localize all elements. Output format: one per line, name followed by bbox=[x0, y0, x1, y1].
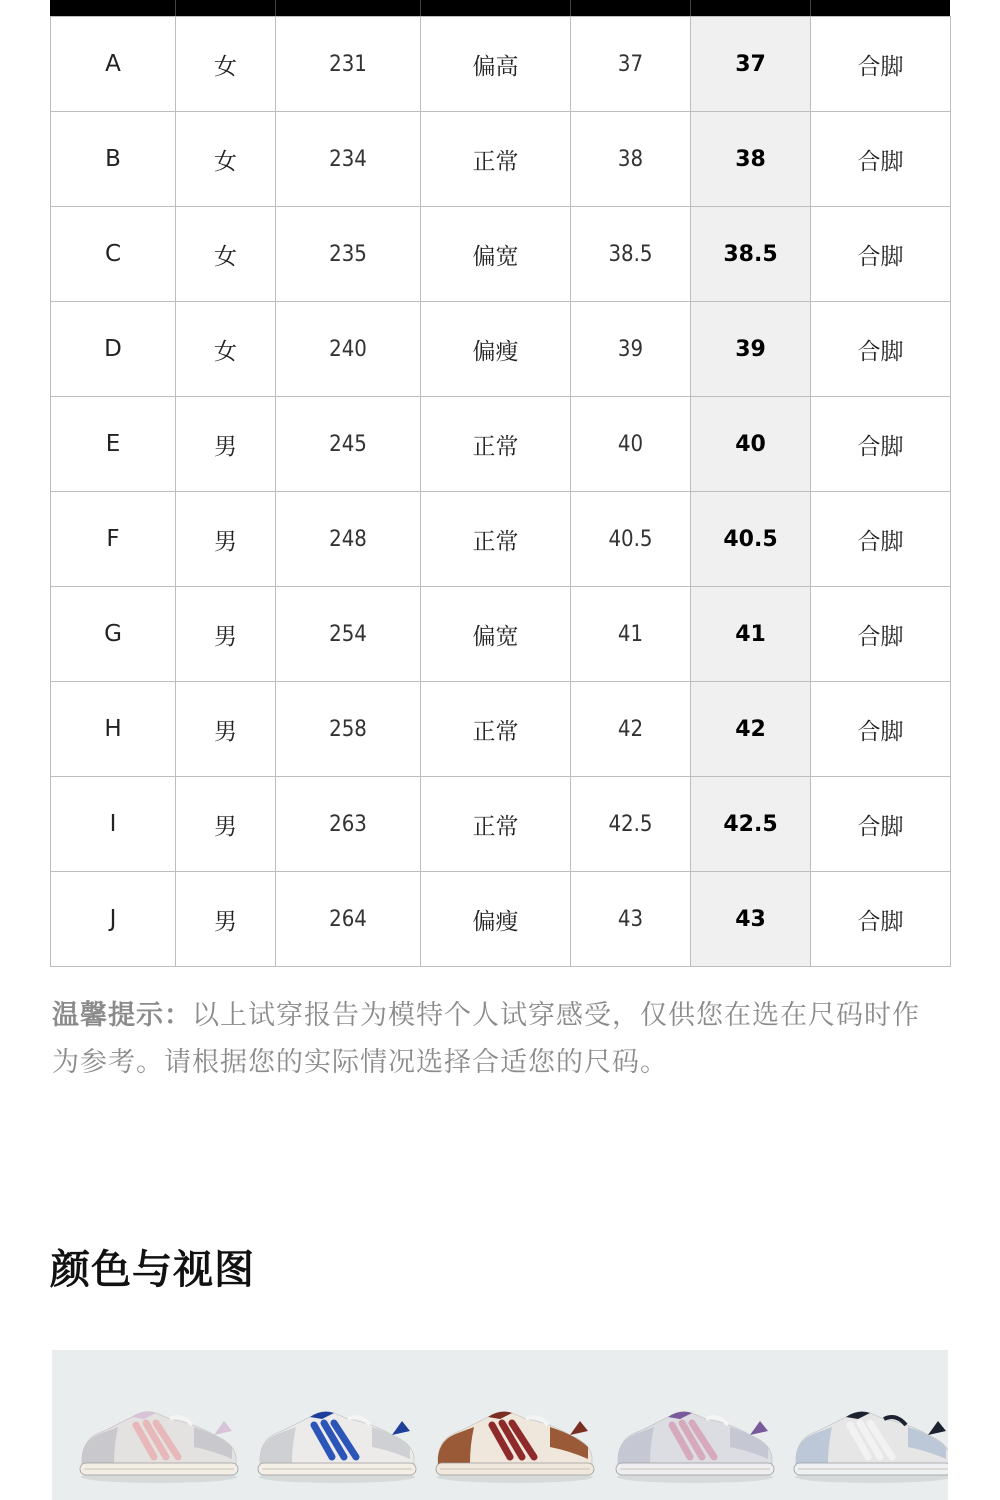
recommended-size-cell: 39 bbox=[691, 302, 811, 397]
model-id-cell: H bbox=[51, 682, 176, 777]
usual-size-cell: 42.5 bbox=[571, 777, 691, 872]
usual-size-cell: 43 bbox=[571, 872, 691, 967]
colors-section-title: 颜色与视图 bbox=[50, 1247, 255, 1293]
table-row bbox=[51, 777, 951, 872]
model-id-cell: J bbox=[51, 872, 176, 967]
recommended-size-cell: 38 bbox=[691, 112, 811, 207]
table-row bbox=[51, 682, 951, 777]
sneaker-grey-rose-icon[interactable] bbox=[610, 1395, 780, 1500]
foot-length-cell: 254 bbox=[276, 587, 421, 682]
gender-cell: 男 bbox=[176, 872, 276, 967]
fit-result-cell: 合脚 bbox=[811, 302, 951, 397]
tip-label: 温馨提示： bbox=[52, 1000, 192, 1031]
model-id-cell: E bbox=[51, 397, 176, 492]
recommended-size-cell: 42.5 bbox=[691, 777, 811, 872]
fit-result-cell: 合脚 bbox=[811, 112, 951, 207]
gender-cell: 女 bbox=[176, 207, 276, 302]
fit-result-cell: 合脚 bbox=[811, 207, 951, 302]
gender-cell: 男 bbox=[176, 682, 276, 777]
table-row bbox=[51, 397, 951, 492]
sneaker-brown-red-icon[interactable] bbox=[430, 1395, 600, 1500]
table-row bbox=[51, 872, 951, 967]
foot-type-cell: 偏宽 bbox=[421, 587, 571, 682]
table-row bbox=[51, 207, 951, 302]
fit-result-cell: 合脚 bbox=[811, 397, 951, 492]
fit-result-cell: 合脚 bbox=[811, 777, 951, 872]
model-id-cell: F bbox=[51, 492, 176, 587]
color-variant-gallery bbox=[52, 1350, 948, 1500]
foot-type-cell: 正常 bbox=[421, 492, 571, 587]
foot-type-cell: 正常 bbox=[421, 682, 571, 777]
recommended-size-cell: 37 bbox=[691, 17, 811, 112]
usual-size-cell: 38 bbox=[571, 112, 691, 207]
recommended-size-cell: 43 bbox=[691, 872, 811, 967]
foot-length-cell: 248 bbox=[276, 492, 421, 587]
foot-type-cell: 偏瘦 bbox=[421, 872, 571, 967]
model-id-cell: B bbox=[51, 112, 176, 207]
foot-length-cell: 245 bbox=[276, 397, 421, 492]
foot-length-cell: 231 bbox=[276, 17, 421, 112]
foot-type-cell: 偏瘦 bbox=[421, 302, 571, 397]
recommended-size-cell: 40 bbox=[691, 397, 811, 492]
sneaker-blue-navy-icon[interactable] bbox=[788, 1395, 948, 1500]
foot-length-cell: 258 bbox=[276, 682, 421, 777]
size-fit-table bbox=[50, 16, 951, 967]
fit-result-cell: 合脚 bbox=[811, 587, 951, 682]
gender-cell: 男 bbox=[176, 587, 276, 682]
table-row bbox=[51, 492, 951, 587]
recommended-size-cell: 40.5 bbox=[691, 492, 811, 587]
table-row bbox=[51, 587, 951, 682]
usual-size-cell: 42 bbox=[571, 682, 691, 777]
recommended-size-cell: 38.5 bbox=[691, 207, 811, 302]
gender-cell: 女 bbox=[176, 302, 276, 397]
gender-cell: 男 bbox=[176, 777, 276, 872]
size-tip bbox=[52, 992, 942, 1086]
foot-type-cell: 偏宽 bbox=[421, 207, 571, 302]
gender-cell: 女 bbox=[176, 112, 276, 207]
table-row bbox=[51, 302, 951, 397]
foot-length-cell: 263 bbox=[276, 777, 421, 872]
usual-size-cell: 39 bbox=[571, 302, 691, 397]
fit-result-cell: 合脚 bbox=[811, 682, 951, 777]
fit-result-cell: 合脚 bbox=[811, 17, 951, 112]
foot-length-cell: 235 bbox=[276, 207, 421, 302]
model-id-cell: A bbox=[51, 17, 176, 112]
recommended-size-cell: 41 bbox=[691, 587, 811, 682]
table-header-bar bbox=[50, 0, 950, 16]
table-row bbox=[51, 112, 951, 207]
foot-length-cell: 264 bbox=[276, 872, 421, 967]
foot-length-cell: 234 bbox=[276, 112, 421, 207]
foot-type-cell: 正常 bbox=[421, 112, 571, 207]
model-id-cell: C bbox=[51, 207, 176, 302]
recommended-size-cell: 42 bbox=[691, 682, 811, 777]
usual-size-cell: 40 bbox=[571, 397, 691, 492]
model-id-cell: G bbox=[51, 587, 176, 682]
usual-size-cell: 41 bbox=[571, 587, 691, 682]
table-row bbox=[51, 17, 951, 112]
sneaker-white-blue-icon[interactable] bbox=[252, 1395, 422, 1500]
usual-size-cell: 40.5 bbox=[571, 492, 691, 587]
foot-type-cell: 正常 bbox=[421, 397, 571, 492]
fit-result-cell: 合脚 bbox=[811, 872, 951, 967]
model-id-cell: I bbox=[51, 777, 176, 872]
gender-cell: 女 bbox=[176, 17, 276, 112]
usual-size-cell: 38.5 bbox=[571, 207, 691, 302]
foot-length-cell: 240 bbox=[276, 302, 421, 397]
sneaker-grey-pink-icon[interactable] bbox=[74, 1395, 244, 1500]
gender-cell: 男 bbox=[176, 492, 276, 587]
foot-type-cell: 正常 bbox=[421, 777, 571, 872]
model-id-cell: D bbox=[51, 302, 176, 397]
tip-text: 以上试穿报告为模特个人试穿感受，仅供您在选在尺码时作为参考。请根据您的实际情况选择合适您的尺码。 bbox=[52, 1000, 920, 1078]
fit-result-cell: 合脚 bbox=[811, 492, 951, 587]
usual-size-cell: 37 bbox=[571, 17, 691, 112]
gender-cell: 男 bbox=[176, 397, 276, 492]
foot-type-cell: 偏高 bbox=[421, 17, 571, 112]
